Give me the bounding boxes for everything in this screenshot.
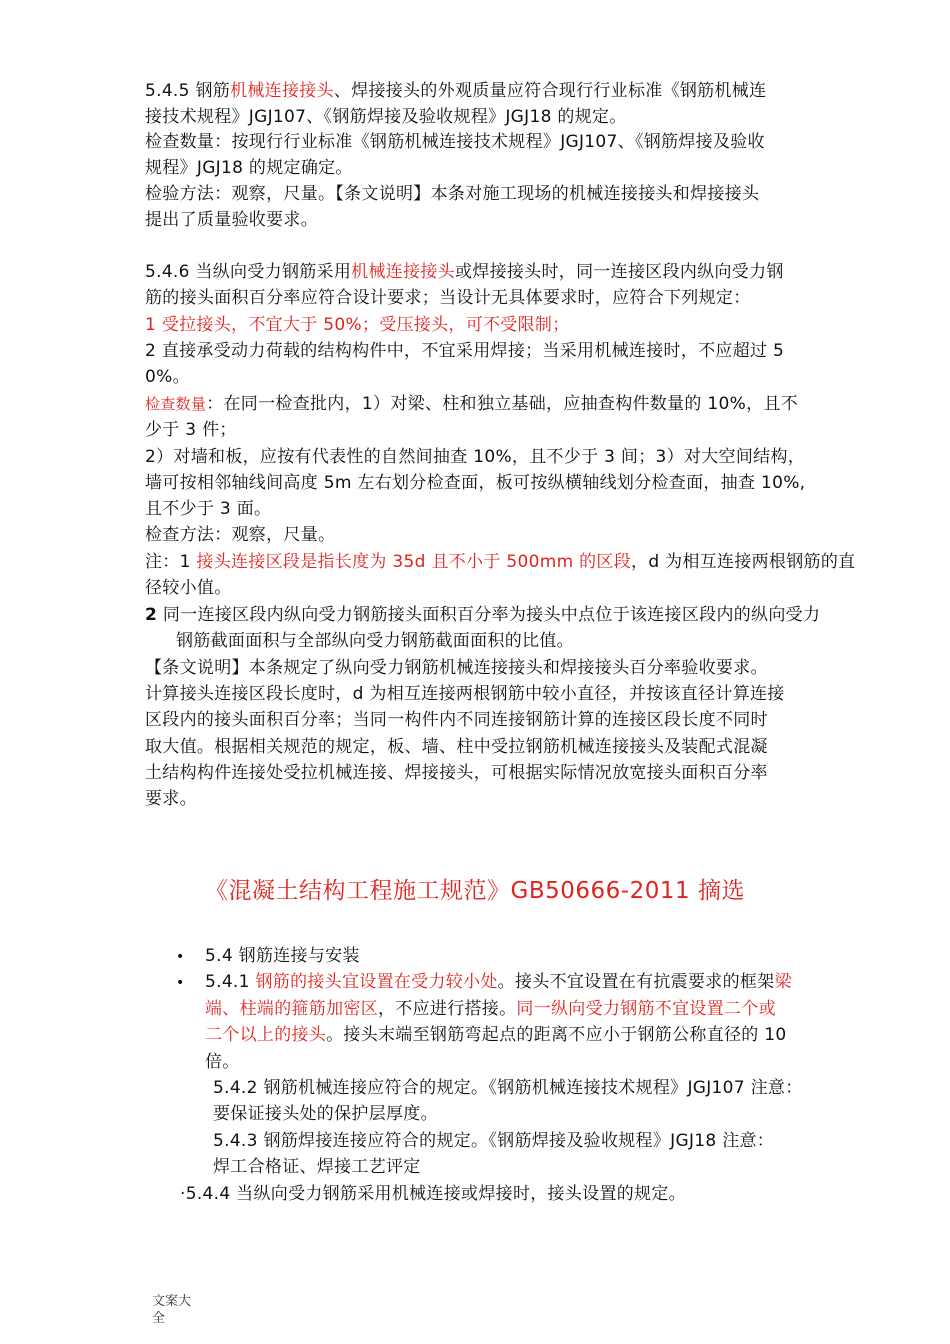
item-5-4-2-line-2: 要保证接头处的保护层厚度。	[213, 1104, 438, 1124]
s546-line-7: 少于 3 件；	[145, 420, 237, 440]
bullet-item-5-4-1-line-2: 端、柱端的箍筋加密区，不应进行搭接。同一纵向受力钢筋不宜设置二个或	[205, 999, 776, 1019]
s546-line-1: 5.4.6 当纵向受力钢筋采用机械连接接头或焊接接头时，同一连接区段内纵向受力钢	[145, 262, 784, 282]
s545-line-4: 规程》JGJ18 的规定确定。	[145, 158, 353, 178]
s546-line-10: 且不少于 3 面。	[145, 499, 272, 519]
s546-line-2: 筋的接头面积百分率应符合设计要求；当设计无具体要求时，应符合下列规定：	[145, 288, 751, 308]
s545-line-5: 检验方法：观察，尺量。【条文说明】本条对施工现场的机械连接接头和焊接接头	[145, 184, 760, 204]
s546-line-12: 注：1 接头连接区段是指长度为 35d 且不小于 500mm 的区段，d 为相互连接两根钢筋的直	[145, 552, 856, 572]
bullet-icon: •	[176, 975, 185, 991]
s546-line-15: 钢筋截面面积与全部纵向受力钢筋截面面积的比值。	[176, 631, 574, 651]
s546-line-21: 要求。	[145, 789, 197, 809]
highlight: 接头连接区段是指长度为 35d 且不小于 500mm 的区段	[196, 552, 632, 572]
highlight: 梁	[774, 972, 792, 992]
bullet-item-5-4-1-line-3: 二个以上的接头。接头末端至钢筋弯起点的距离不应小于钢筋公称直径的 10	[205, 1025, 787, 1045]
s546-line-3: 1 受拉接头，不宜大于 50%；受压接头，可不受限制；	[145, 315, 570, 335]
highlight: 钢筋的接头宜设置在受力较小处	[255, 972, 498, 992]
highlight: 检查数量	[145, 395, 207, 413]
item-5-4-3-line-2: 焊工合格证、焊接工艺评定	[213, 1157, 421, 1177]
highlight: 端、柱端的箍筋加密区	[205, 999, 378, 1019]
s546-line-16: 【条文说明】本条规定了纵向受力钢筋机械连接接头和焊接接头百分率验收要求。	[145, 658, 768, 678]
s545-line-2: 接技术规程》JGJ107、《钢筋焊接及验收规程》JGJ18 的规定。	[145, 107, 627, 127]
highlight: 机械连接接头	[351, 262, 455, 282]
section-title: 《混凝土结构工程施工规范》GB50666-2011 摘选	[205, 878, 745, 904]
s546-line-13: 径较小值。	[145, 578, 232, 598]
s546-line-11: 检查方法：观察，尺量。	[145, 525, 336, 545]
s545-line-1: 5.4.5 钢筋机械连接接头、焊接接头的外观质量应符合现行行业标准《钢筋机械连	[145, 81, 767, 101]
footer-watermark: 文案大全	[152, 1294, 192, 1326]
s546-line-5: 0%。	[145, 367, 190, 387]
highlight: 机械连接接头	[230, 81, 334, 101]
bullet-item-5-4-1-line-1: 5.4.1 钢筋的接头宜设置在受力较小处。接头不宜设置在有抗震要求的框架梁	[205, 972, 792, 992]
s546-line-9: 墙可按相邻轴线间高度 5m 左右划分检查面，板可按纵横轴线划分检查面，抽查 10%,	[145, 473, 806, 493]
highlight: 同一纵向受力钢筋不宜设置二个或	[516, 999, 776, 1019]
s545-line-3: 检查数量：按现行行业标准《钢筋机械连接技术规程》JGJ107、《钢筋焊接及验收	[145, 132, 765, 152]
bullet-item-5-4: 5.4 钢筋连接与安装	[205, 946, 360, 966]
s546-line-19: 取大值。根据相关规范的规定，板、墙、柱中受拉钢筋机械连接接头及装配式混凝	[145, 737, 768, 757]
s546-line-20: 土结构构件连接处受拉机械连接、焊接接头，可根据实际情况放宽接头面积百分率	[145, 763, 768, 783]
item-5-4-2-line-1: 5.4.2 钢筋机械连接应符合的规定。《钢筋机械连接技术规程》JGJ107 注意：	[213, 1078, 803, 1098]
s546-line-18: 区段内的接头面积百分率；当同一构件内不同连接钢筋计算的连接区段长度不同时	[145, 710, 768, 730]
item-5-4-3-line-1: 5.4.3 钢筋焊接连接应符合的规定。《钢筋焊接及验收规程》JGJ18 注意：	[213, 1131, 775, 1151]
s546-line-14: 2 同一连接区段内纵向受力钢筋接头面积百分率为接头中点位于该连接区段内的纵向受力	[145, 605, 821, 625]
s546-line-17: 计算接头连接区段长度时，d 为相互连接两根钢筋中较小直径，并按该直径计算连接	[145, 684, 785, 704]
item-5-4-4: ·5.4.4 当纵向受力钢筋采用机械连接或焊接时，接头设置的规定。	[180, 1184, 686, 1204]
s546-line-4: 2 直接承受动力荷载的结构构件中，不宜采用焊接；当采用机械连接时，不应超过 5	[145, 341, 785, 361]
bullet-icon: •	[176, 949, 185, 965]
bullet-item-5-4-1-line-4: 倍。	[205, 1052, 240, 1072]
s546-line-6: 检查数量：在同一检查批内，1）对梁、柱和独立基础，应抽查构件数量的 10%，且不	[145, 394, 799, 414]
highlight: 二个以上的接头	[205, 1025, 327, 1045]
s546-line-8: 2）对墙和板，应按有代表性的自然间抽查 10%，且不少于 3 间；3）对大空间结构，	[145, 447, 806, 467]
s545-line-6: 提出了质量验收要求。	[145, 210, 318, 230]
